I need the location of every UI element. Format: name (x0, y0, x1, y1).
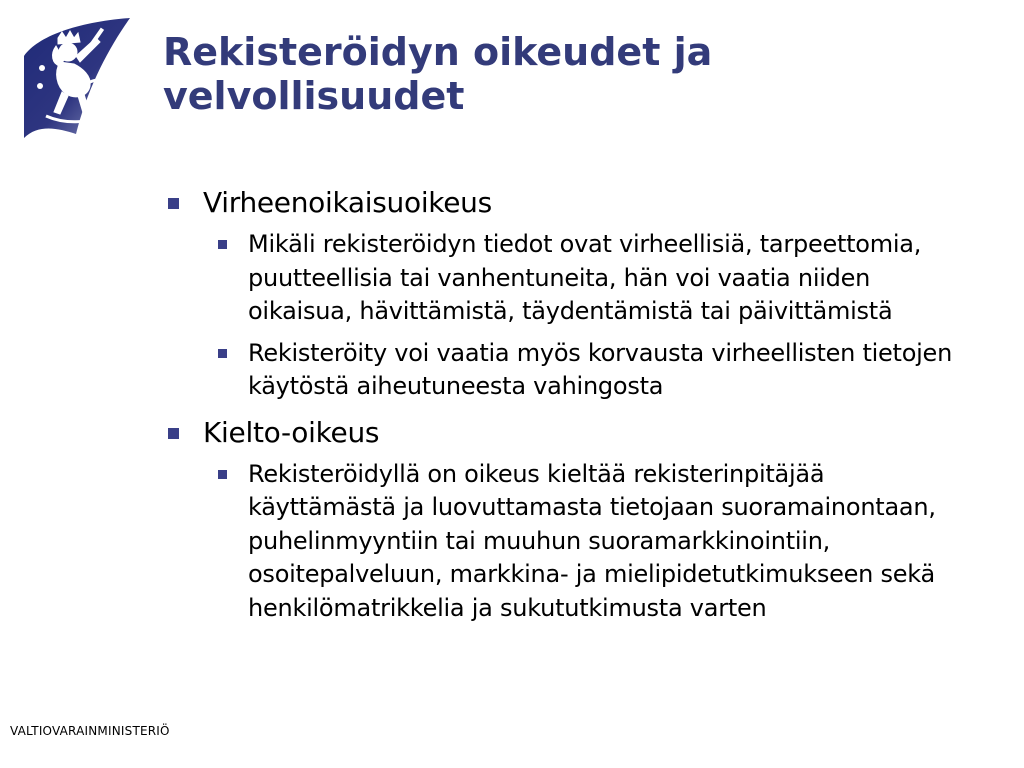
list-item (203, 337, 978, 404)
section-heading: Kielto-oikeus (203, 415, 380, 449)
list-item (168, 184, 978, 404)
logo (18, 16, 134, 140)
sub-bullet-list (203, 458, 978, 626)
slide-title: Rekisteröidyn oikeudet ja velvollisuudet (163, 30, 713, 118)
lion-coat-of-arms-icon (18, 16, 134, 140)
list-item (203, 228, 978, 329)
list-item (168, 414, 978, 626)
square-bullet-icon (218, 240, 227, 249)
slide-content (168, 184, 978, 635)
footer-organization: VALTIOVARAINMINISTERIÖ (10, 724, 170, 738)
square-bullet-icon (168, 198, 179, 209)
bullet-text: Mikäli rekisteröidyn tiedot ovat virheellisiä, tarpeettomia, puutteellisia tai vanhentuneita, hän voi vaatia niiden oikaisua, hävittämistä, täydentämistä tai päivittämistä (248, 230, 922, 325)
sub-bullet-list (203, 228, 978, 404)
bullet-text: Rekisteröidyllä on oikeus kieltää rekisterinpitäjää käyttämästä ja luovuttamasta tietojaan suoramainontaan, puhelinmyyntiin tai muuhun suoramarkkinointiin, osoitepalveluun, markkina- ja mielipidetutkimukseen sekä henkilömatrikkelia ja sukututkimusta varten (248, 459, 936, 622)
square-bullet-icon (168, 428, 179, 439)
list-item (203, 458, 978, 626)
square-bullet-icon (218, 349, 227, 358)
bullet-text: Rekisteröity voi vaatia myös korvausta virheellisten tietojen käytöstä aiheutuneesta vahingosta (248, 338, 953, 400)
bullet-list (168, 184, 978, 625)
square-bullet-icon (218, 470, 227, 479)
section-heading: Virheenoikaisuoikeus (203, 186, 492, 219)
